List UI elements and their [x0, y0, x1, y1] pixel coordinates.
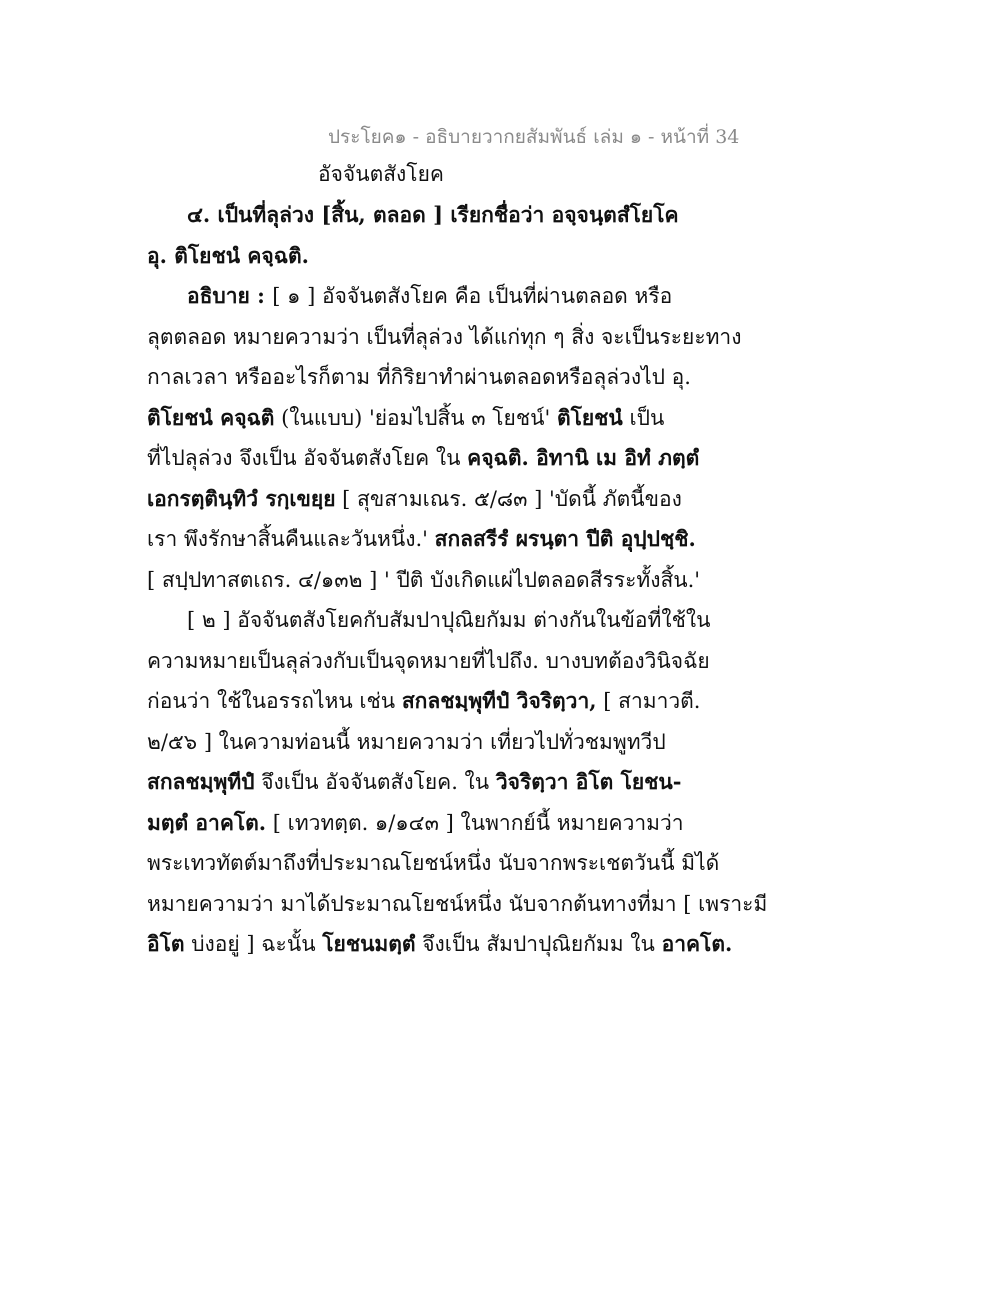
bold-text-run: สกลชมฺพุทีปํ วิจริตฺวา, — [401, 688, 597, 713]
text-line — [187, 200, 679, 230]
bold-text-run: ติโยชนํ — [556, 404, 623, 430]
text-line — [147, 889, 767, 919]
text-line — [147, 929, 732, 959]
text-line — [147, 686, 700, 716]
bold-text-run: ติโยชนํ คจฺฉติ — [147, 404, 275, 430]
text-line — [147, 848, 719, 878]
bold-text-run: สกลสรีรํ ผรนฺตา ปีติ อุปฺปชฺชิ. — [434, 526, 696, 551]
bold-text-run: อธิบาย : — [187, 283, 273, 308]
text-run: [ สุขสามเณร. ๕/๘๓ ] 'บัดนี้ ภัตนี้ของ — [335, 486, 682, 511]
text-run: ก่อนว่า ใช้ในอรรถไหน เช่น — [147, 689, 402, 713]
bold-text-run: โยชนมตฺตํ — [322, 931, 416, 956]
text-line — [147, 443, 699, 473]
text-line — [147, 403, 664, 433]
section-subheading: อัจจันตสังโยค — [318, 162, 444, 186]
text-run: [ ๑ ] อัจจันตสังโยค คือ เป็นที่ผ่านตลอด หรือ — [272, 284, 673, 308]
text-run: ความหมายเป็นลุล่วงกับเป็นจุดหมายที่ไปถึง. บางบทต้องวินิจฉัย — [147, 648, 710, 673]
text-line — [147, 484, 682, 514]
bold-text-run: อิโต — [147, 931, 185, 956]
text-line — [147, 241, 309, 271]
text-run: กาลเวลา หรืออะไรก็ตาม ที่กิริยาทำผ่านตลอดหรือลุล่วงไป อุ. — [147, 365, 691, 389]
text-run: [ ๒ ] อัจจันตสังโยคกับสัมปาปุณิยกัมม ต่างกันในข้อที่ใช้ใน — [187, 608, 711, 632]
bold-text-run: คจฺฉติ. อิทานิ เม อิทํ ภตฺตํ — [467, 445, 700, 470]
bold-text-run: อุ. ติโยชนํ คจฺฉติ. — [147, 242, 309, 268]
text-run: เป็น — [622, 405, 665, 430]
bold-text-run: อาคโต. — [661, 931, 733, 956]
text-line — [147, 362, 691, 392]
text-line — [147, 767, 682, 797]
text-line — [147, 808, 684, 838]
text-run: [ สามาวตี. — [596, 689, 701, 713]
bold-text-run: ๔. เป็นที่ลุล่วง [สิ้น, ตลอด ] เรียกชื่อว่า อจฺจนฺตสํโยโค — [187, 202, 679, 227]
text-run: ที่ไปลุล่วง จึงเป็น อัจจันตสังโยค ใน — [147, 446, 468, 470]
bold-text-run: เอกรตฺตินฺทิวํ รกฺเขยฺย — [147, 485, 336, 511]
text-run: หมายความว่า มาได้ประมาณโยชน์หนึ่ง นับจากต้นทางที่มา [ เพราะมี — [147, 891, 768, 916]
bold-text-run: วิจริตฺวา อิโต โยชน- — [495, 769, 682, 794]
text-run: บ่งอยู่ ] ฉะนั้น — [184, 932, 323, 956]
text-run: ลุตตลอด หมายความว่า เป็นที่ลุล่วง ได้แก่ทุก ๆ สิ่ง จะเป็นระยะทาง — [147, 324, 742, 349]
text-line — [147, 524, 696, 554]
text-line — [147, 727, 666, 757]
text-run: จึงเป็น สัมปาปุณิยกัมม ใน — [415, 932, 662, 956]
text-line — [187, 281, 672, 311]
text-run: เรา พึงรักษาสิ้นคืนและวันหนึ่ง.' — [147, 527, 435, 551]
bold-text-run: สกลชมฺพุทีปํ — [147, 769, 255, 794]
text-run: พระเทวทัตต์มาถึงที่ประมาณโยชน์หนึ่ง นับจากพระเชตวันนี้ มิได้ — [147, 851, 720, 875]
text-line — [147, 646, 710, 676]
page-header: ประโยค๑ - อธิบายวากยสัมพันธ์ เล่ม ๑ - หน้าที่ 34 — [328, 126, 740, 148]
text-run: จึงเป็น อัจจันตสังโยค. ใน — [254, 770, 496, 794]
text-line — [147, 322, 741, 352]
text-run: [ สปฺปทาสตเถร. ๔/๑๓๒ ] ' ปีติ บังเกิดแผ่ไปตลอดสีรระทั้งสิ้น.' — [147, 567, 701, 592]
text-line — [147, 565, 700, 595]
text-run: (ในแบบ) 'ย่อมไปสิ้น ๓ โยชน์' — [274, 405, 557, 430]
text-line — [187, 605, 710, 635]
text-run: [ เทวทตฺต. ๑/๑๔๓ ] ในพากย์นี้ หมายความว่า — [266, 810, 684, 835]
bold-text-run: มตฺตํ อาคโต. — [147, 809, 267, 835]
text-run: ๒/๕๖ ] ในความท่อนนี้ หมายความว่า เที่ยวไปทั่วชมพูทวีป — [147, 729, 666, 754]
